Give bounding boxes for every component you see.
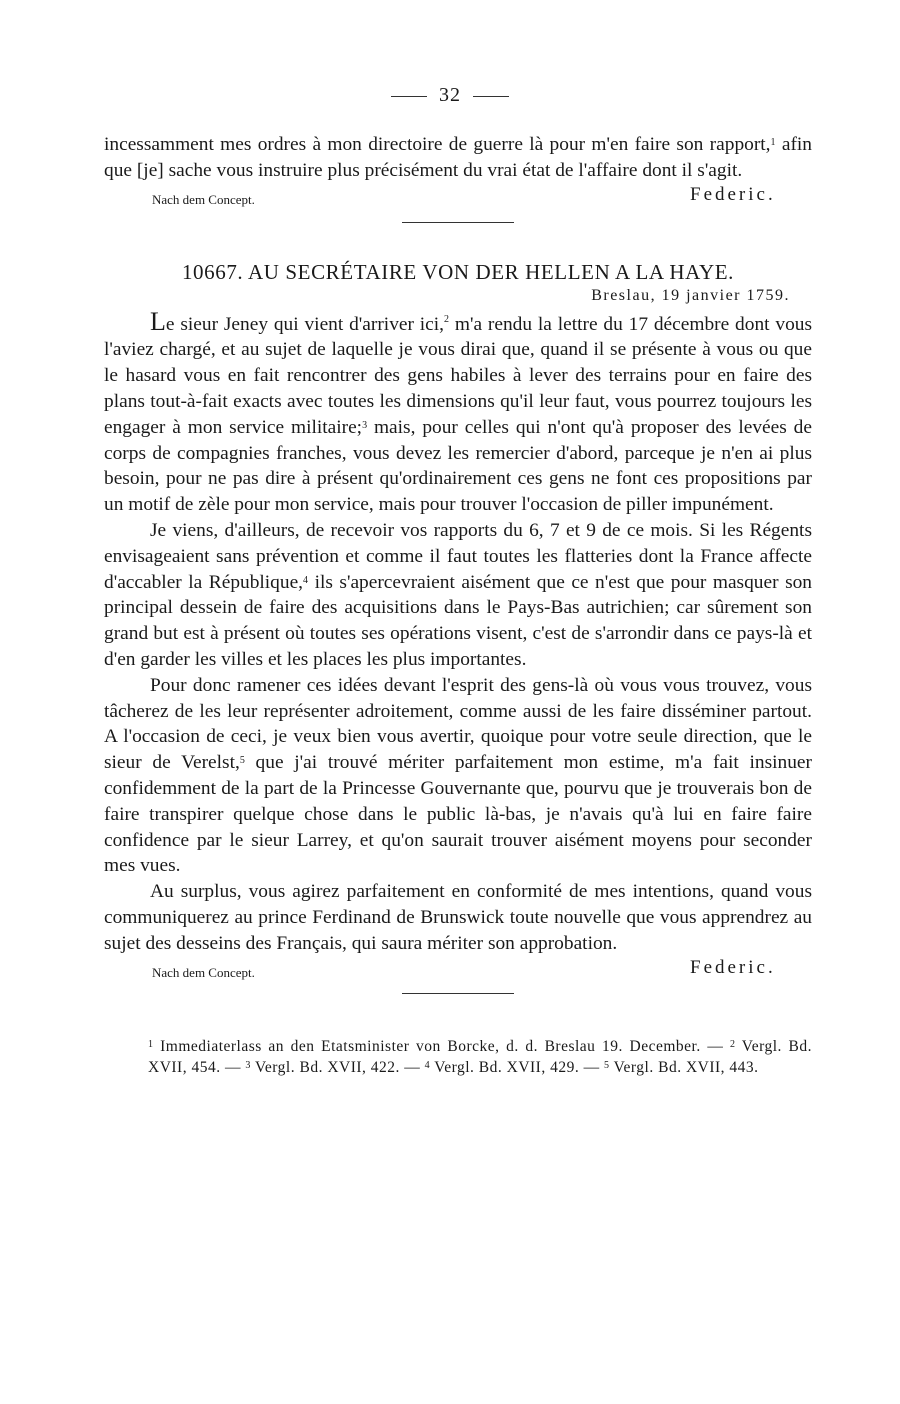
page-body [104, 132, 812, 1078]
place-date: Breslau, 19 janvier 1759. [591, 286, 790, 304]
footnote-number: 4 [424, 1059, 431, 1071]
footnote-ref-2: 2 [444, 313, 450, 325]
continuation-paragraph [104, 132, 812, 184]
footnotes [104, 1036, 812, 1078]
footnote-ref-1: 1 [770, 137, 776, 148]
footnote-text: Vergl. Bd. XVII, 454. — [148, 1037, 813, 1076]
letter-paragraph-4: Au surplus, vous agirez parfaitement en conformité de mes intentions, quand vous communiquerez au prince Ferdinand de Brunswick toute nouvelle que vous apprendrez au sujet des desseins des Français, qui saura mériter son approbation. [104, 881, 812, 954]
section-rule [402, 222, 514, 223]
end-rule [402, 993, 514, 994]
footnote-text: Immediaterlass an den Etatsminister von Borcke, d. d. Breslau 19. December. — [153, 1037, 730, 1055]
letter-title: 10667. AU SECRÉTAIRE VON DER HELLEN A LA HAYE. [181, 259, 735, 284]
footnote-ref-4: 4 [303, 574, 309, 586]
header-right-dash [473, 96, 509, 97]
signature: Federic. [690, 183, 776, 205]
continuation-text-b: afin que [je] sache vous instruire plus précisément du vrai état de l'affaire dont il s'agit. [104, 134, 812, 181]
footnote-number: 3 [245, 1059, 251, 1071]
continuation-signature-line [104, 184, 812, 214]
footnote-number: 1 [148, 1038, 154, 1050]
paragraph-text: Je viens, d'ailleurs, de recevoir vos rapports du 6, 7 et 9 de ce mois. Si les Régents envisageaient sans prévention et comme il faut toutes les flatteries dont la France affecte d'accabler la République, [104, 519, 812, 593]
signature: Federic. [690, 956, 776, 978]
footnote-ref-5: 5 [239, 755, 245, 767]
source-note: Nach dem Concept. [152, 964, 255, 980]
footnote-text: Vergl. Bd. XVII, 422. — [250, 1058, 425, 1076]
paragraph-text: m'a rendu la lettre du 17 décembre dont vous l'aviez chargé, et au sujet de laquelle je vous dirai que, quand il se présente à vous ou que le hasard vous en fait rencontrer des gens habiles à lever des terrains pour en faire des plans tout-à-fait exacts avec toutes les dimensions qu'il leur faut, vous pourrez toujours les engager à mon service militaire; [104, 313, 813, 438]
footnote-text: Vergl. Bd. XVII, 443. [609, 1058, 759, 1076]
header-left-dash [391, 96, 427, 97]
paragraph-text: e sieur Jeney qui vient d'arriver ici, [165, 313, 445, 335]
footnote-number: 5 [603, 1059, 610, 1071]
letter-paragraph-1 [104, 306, 813, 518]
footnote-text: Vergl. Bd. XVII, 429. — [430, 1058, 604, 1076]
paragraph-text: Pour donc ramener ces idées devant l'esprit des gens-là où vous vous trouvez, vous tâcherez de les leur représenter adroitement, comme aussi de les faire disséminer partout. A l'occasion de ceci, je veux bien vous avertir, quoique pour votre seule direction, que le sieur de Verelst, [104, 674, 812, 774]
continuation-text-a: incessamment mes ordres à mon directoire de guerre là pour m'en faire son rapport, [104, 134, 771, 155]
letter-signature-line [104, 957, 812, 987]
footnote-number: 2 [729, 1038, 736, 1050]
paragraph-text: mais, pour celles qui n'ont qu'à proposer des levées de corps de compagnies franches, vous devez les remercier d'abord, parceque je n'en ai plus besoin, pour ne pas dire à présent qu'ordinairement ces gens ne font ces propositions par un motif de zèle pour mon service, mais pour trouver l'occasion de piller impunément. [104, 416, 812, 516]
page-number: 32 [439, 84, 461, 106]
dropcap: L [150, 306, 166, 336]
letter-paragraph-3 [104, 673, 812, 879]
paragraph-text: que j'ai trouvé mériter parfaitement mon estime, m'a fait insinuer confidemment de la part de la Princesse Gouvernante que, pourvu que je trouverais bon de faire transpirer quelque chose dans le public là-bas, je n'avais qu'à lui en faire faire confidence par le sieur Larrey, et qu'on saurait trouver aisément moyens pour seconder mes vues. [104, 752, 812, 877]
letter-paragraph-2 [104, 518, 812, 673]
page-header [0, 84, 900, 107]
source-note: Nach dem Concept. [152, 191, 255, 207]
footnote-ref-3: 3 [362, 419, 368, 431]
paragraph-text: ils s'apercevraient aisément que ce n'est que pour masquer son principal dessein de faire des acquisitions dans le Pays-Bas autrichien; car sûrement son grand but est à présent où toutes ses opérations visent, c'est de s'arrondir dans ce pays-là et d'en garder les villes et les places les plus importantes. [104, 571, 813, 670]
